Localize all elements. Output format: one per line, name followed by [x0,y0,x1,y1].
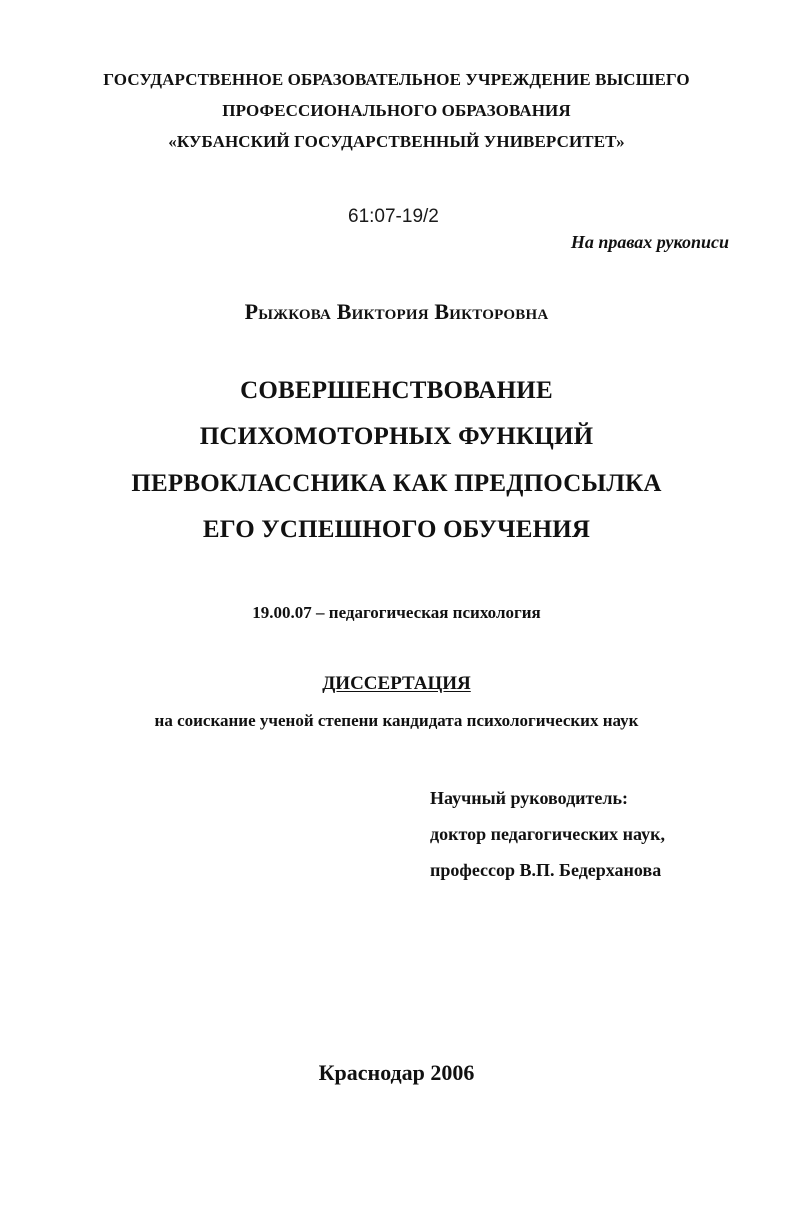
document-type: ДИССЕРТАЦИЯ [322,673,471,694]
manuscript-note: На правах рукописи [570,232,729,252]
title-line-1: СОВЕРШЕНСТВОВАНИЕ [240,377,553,404]
city-year: Краснодар 2006 [318,1060,475,1085]
author-name: Рыжкова Виктория Викторовна [244,299,549,324]
title-line-2: ПСИХОМОТОРНЫХ ФУНКЦИЙ [199,423,594,450]
title-line-4: ЕГО УСПЕШНОГО ОБУЧЕНИЯ [202,516,591,543]
degree-line: на соискание ученой степени кандидата психологических наук [154,711,639,730]
institution-line-1: ГОСУДАРСТВЕННОЕ ОБРАЗОВАТЕЛЬНОЕ УЧРЕЖДЕНИЕ ВЫСШЕГО [103,70,690,89]
title-line-3: ПЕРВОКЛАССНИКА КАК ПРЕДПОСЫЛКА [131,470,662,497]
supervisor-name: профессор В.П. Бедерханова [430,860,662,880]
institution-line-3: «КУБАНСКИЙ ГОСУДАРСТВЕННЫЙ УНИВЕРСИТЕТ» [168,132,625,151]
supervisor-label: Научный руководитель: [430,788,628,808]
institution-line-2: ПРОФЕССИОНАЛЬНОГО ОБРАЗОВАНИЯ [222,101,571,120]
specialty: 19.00.07 – педагогическая психология [252,603,541,622]
supervisor-degree: доктор педагогических наук, [430,824,666,844]
catalog-code: 61:07-19/2 [348,206,439,227]
